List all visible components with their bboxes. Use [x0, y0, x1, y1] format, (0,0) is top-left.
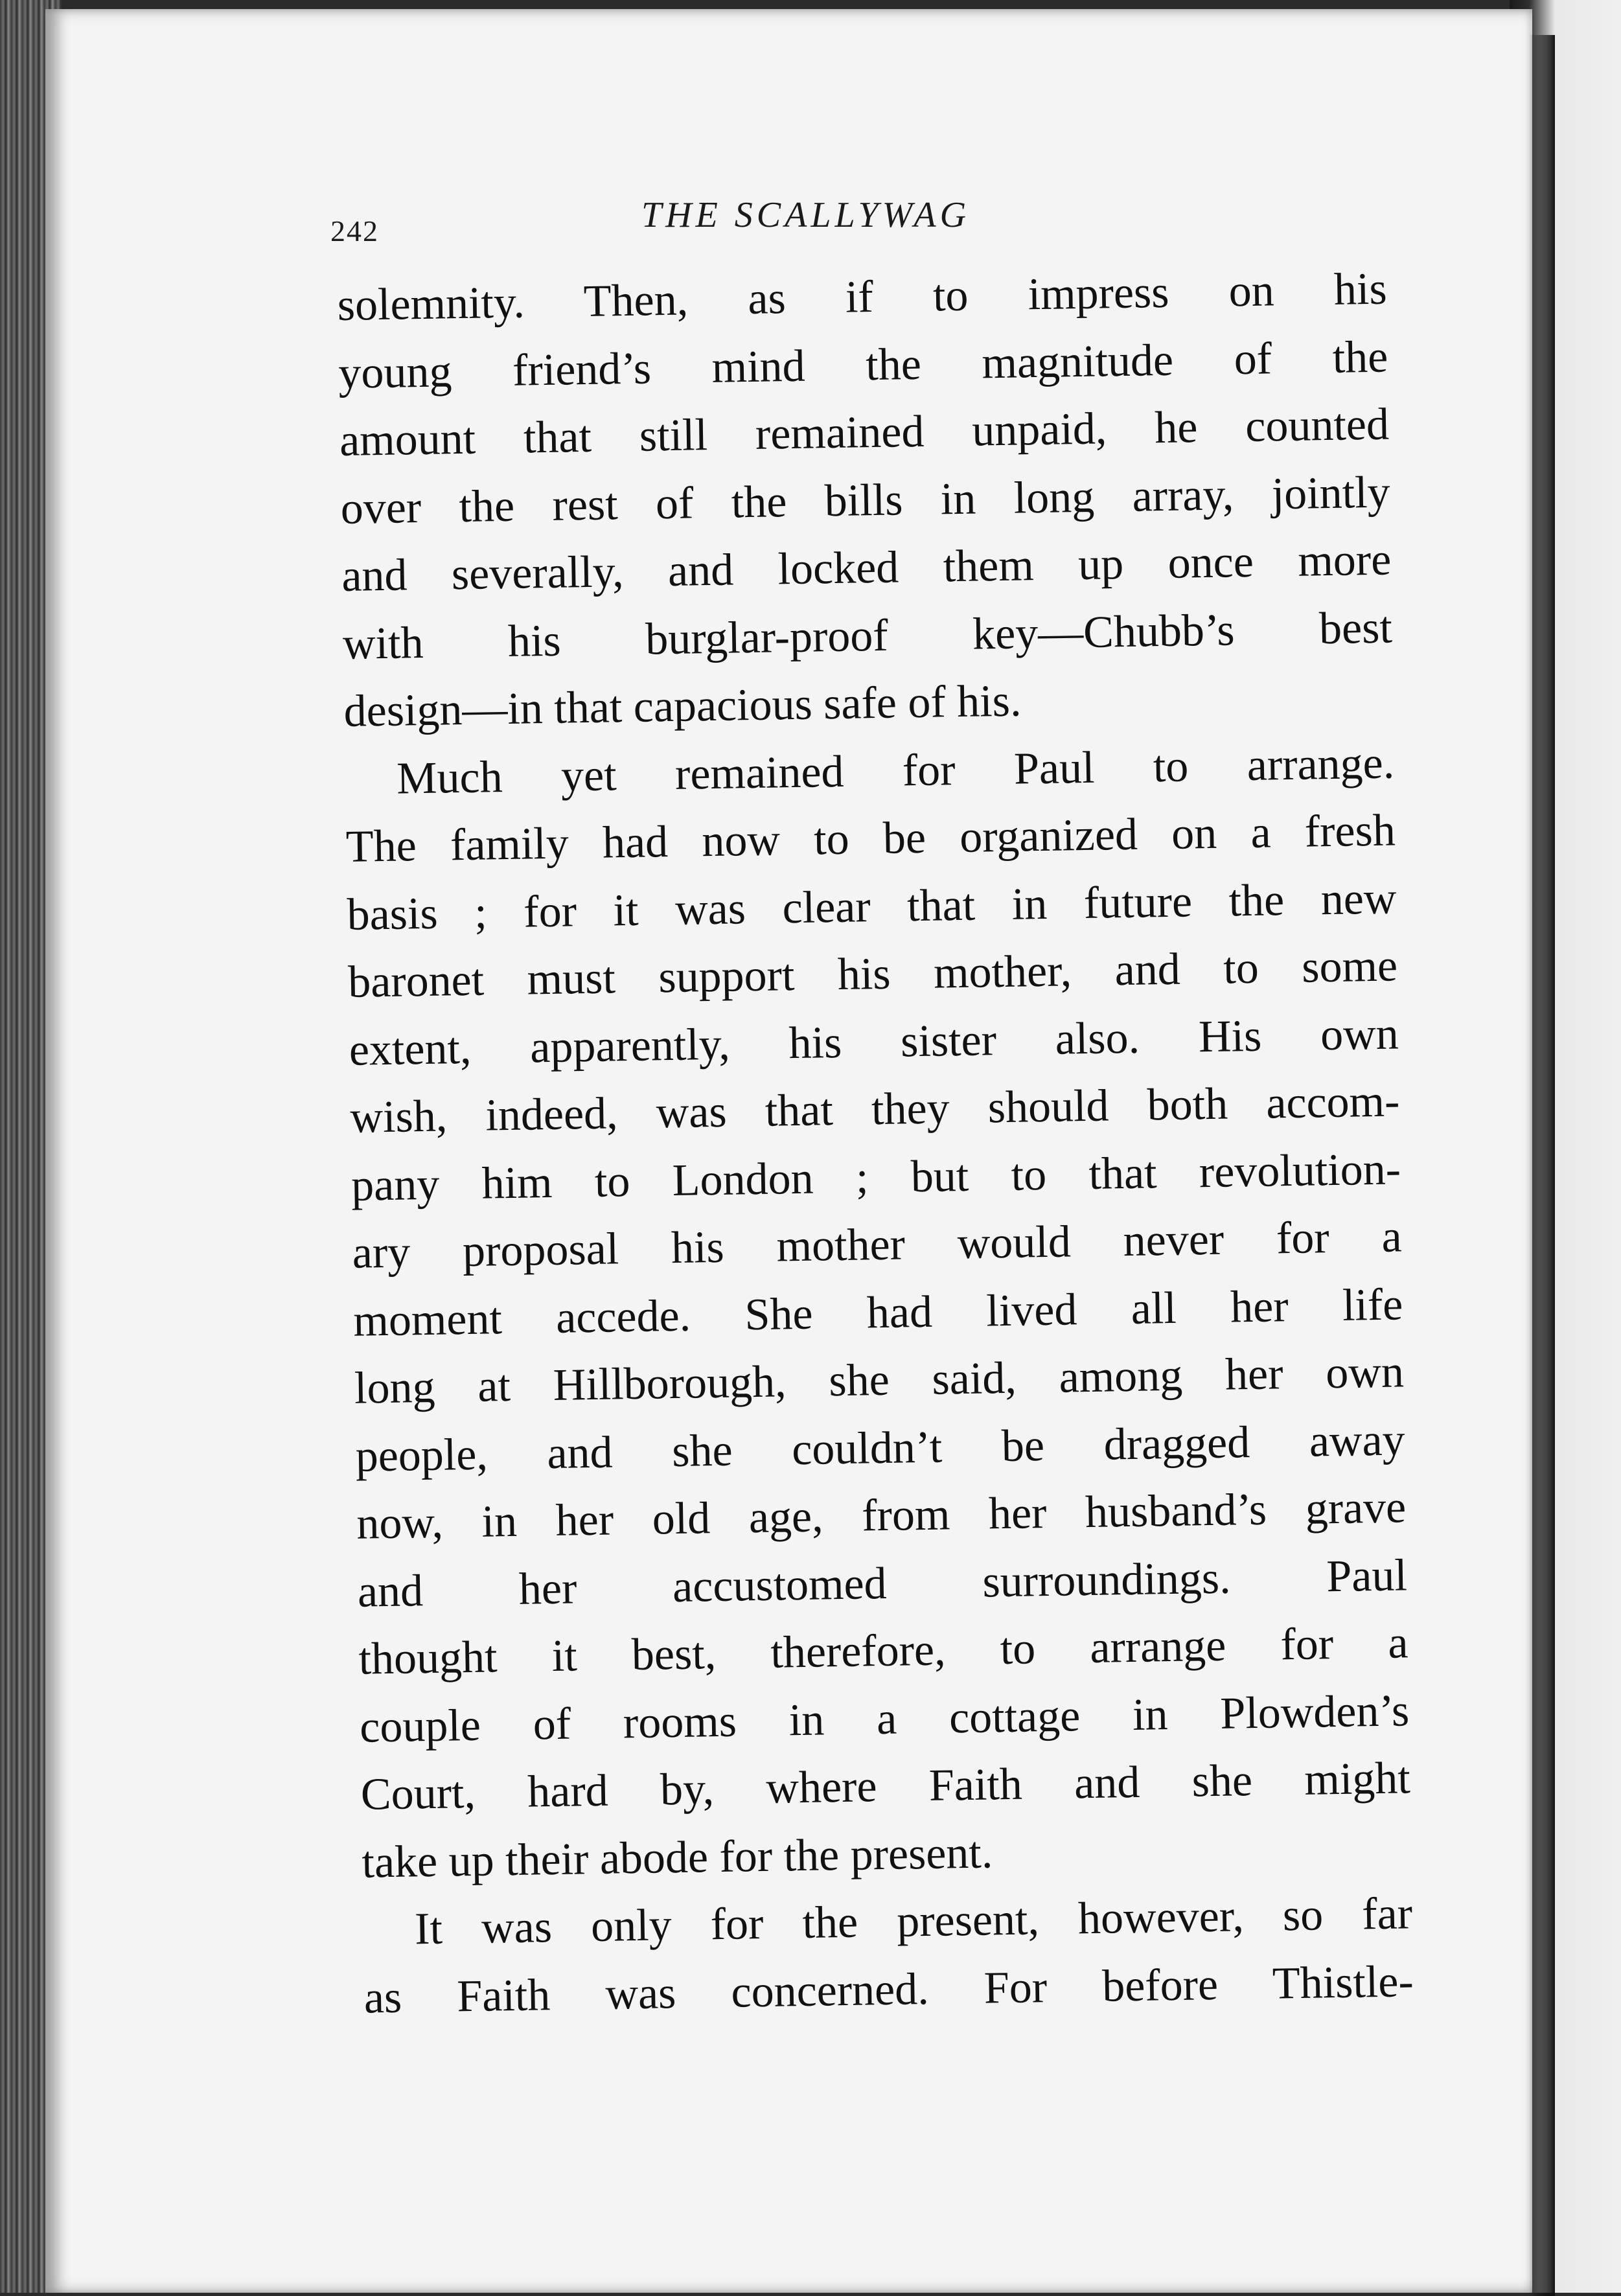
- text-line: with his burglar-proof key—Chubb’s best: [342, 602, 1393, 669]
- text-line: It was only for the present, however, so far: [414, 1888, 1413, 1955]
- text-line: pany him to London ; but to that revolution-: [351, 1143, 1401, 1211]
- text-line: young friend’s mind the magnitude of the: [338, 332, 1388, 398]
- text-line: thought it best, therefore, to arrange for a: [358, 1618, 1409, 1684]
- running-title: THE SCALLYWAG: [641, 195, 971, 235]
- text-line: long at Hillborough, she said, among her own: [354, 1347, 1405, 1414]
- text-line: wish, indeed, was that they should both accom-: [349, 1076, 1400, 1143]
- text-line: baronet must support his mother, and to some: [347, 941, 1398, 1007]
- text-line: couple of rooms in a cottage in Plowden’s: [359, 1685, 1410, 1752]
- text-line: basis ; for it was clear that in future the new: [346, 873, 1397, 940]
- text-line: now, in her old age, from her husband’s grave: [356, 1482, 1407, 1549]
- text-line: solemnity. Then, as if to impress on his: [337, 264, 1388, 330]
- text-line: extent, apparently, his sister also. His own: [349, 1008, 1399, 1075]
- text-line: take up their abode for the present.: [361, 1827, 993, 1888]
- page-number: 242: [330, 214, 379, 247]
- text-line: Much yet remained for Paul to arrange.: [396, 737, 1395, 804]
- page-fold-shadow: [1529, 35, 1555, 2296]
- text-line: and her accustomed surroundings. Paul: [357, 1550, 1408, 1617]
- text-line: over the rest of the bills in long array, jointly: [340, 467, 1391, 534]
- text-line: The family had now to be organized on a fresh: [345, 805, 1396, 872]
- text-line: moment accede. She had lived all her life: [352, 1279, 1403, 1346]
- body-text: [337, 256, 1414, 2032]
- text-line: design—in that capacious safe of his.: [343, 676, 1022, 737]
- page-header: [330, 194, 1393, 253]
- text-line: and severally, and locked them up once more: [341, 534, 1392, 601]
- text-line: ary proposal his mother would never for a: [352, 1211, 1403, 1278]
- text-line: as Faith was concerned. For before Thistle-: [363, 1956, 1414, 2023]
- text-line: Court, hard by, where Faith and she might: [360, 1753, 1411, 1820]
- text-line: amount that still remained unpaid, he counted: [339, 399, 1390, 466]
- text-line: people, and she couldn’t be dragged away: [355, 1414, 1406, 1482]
